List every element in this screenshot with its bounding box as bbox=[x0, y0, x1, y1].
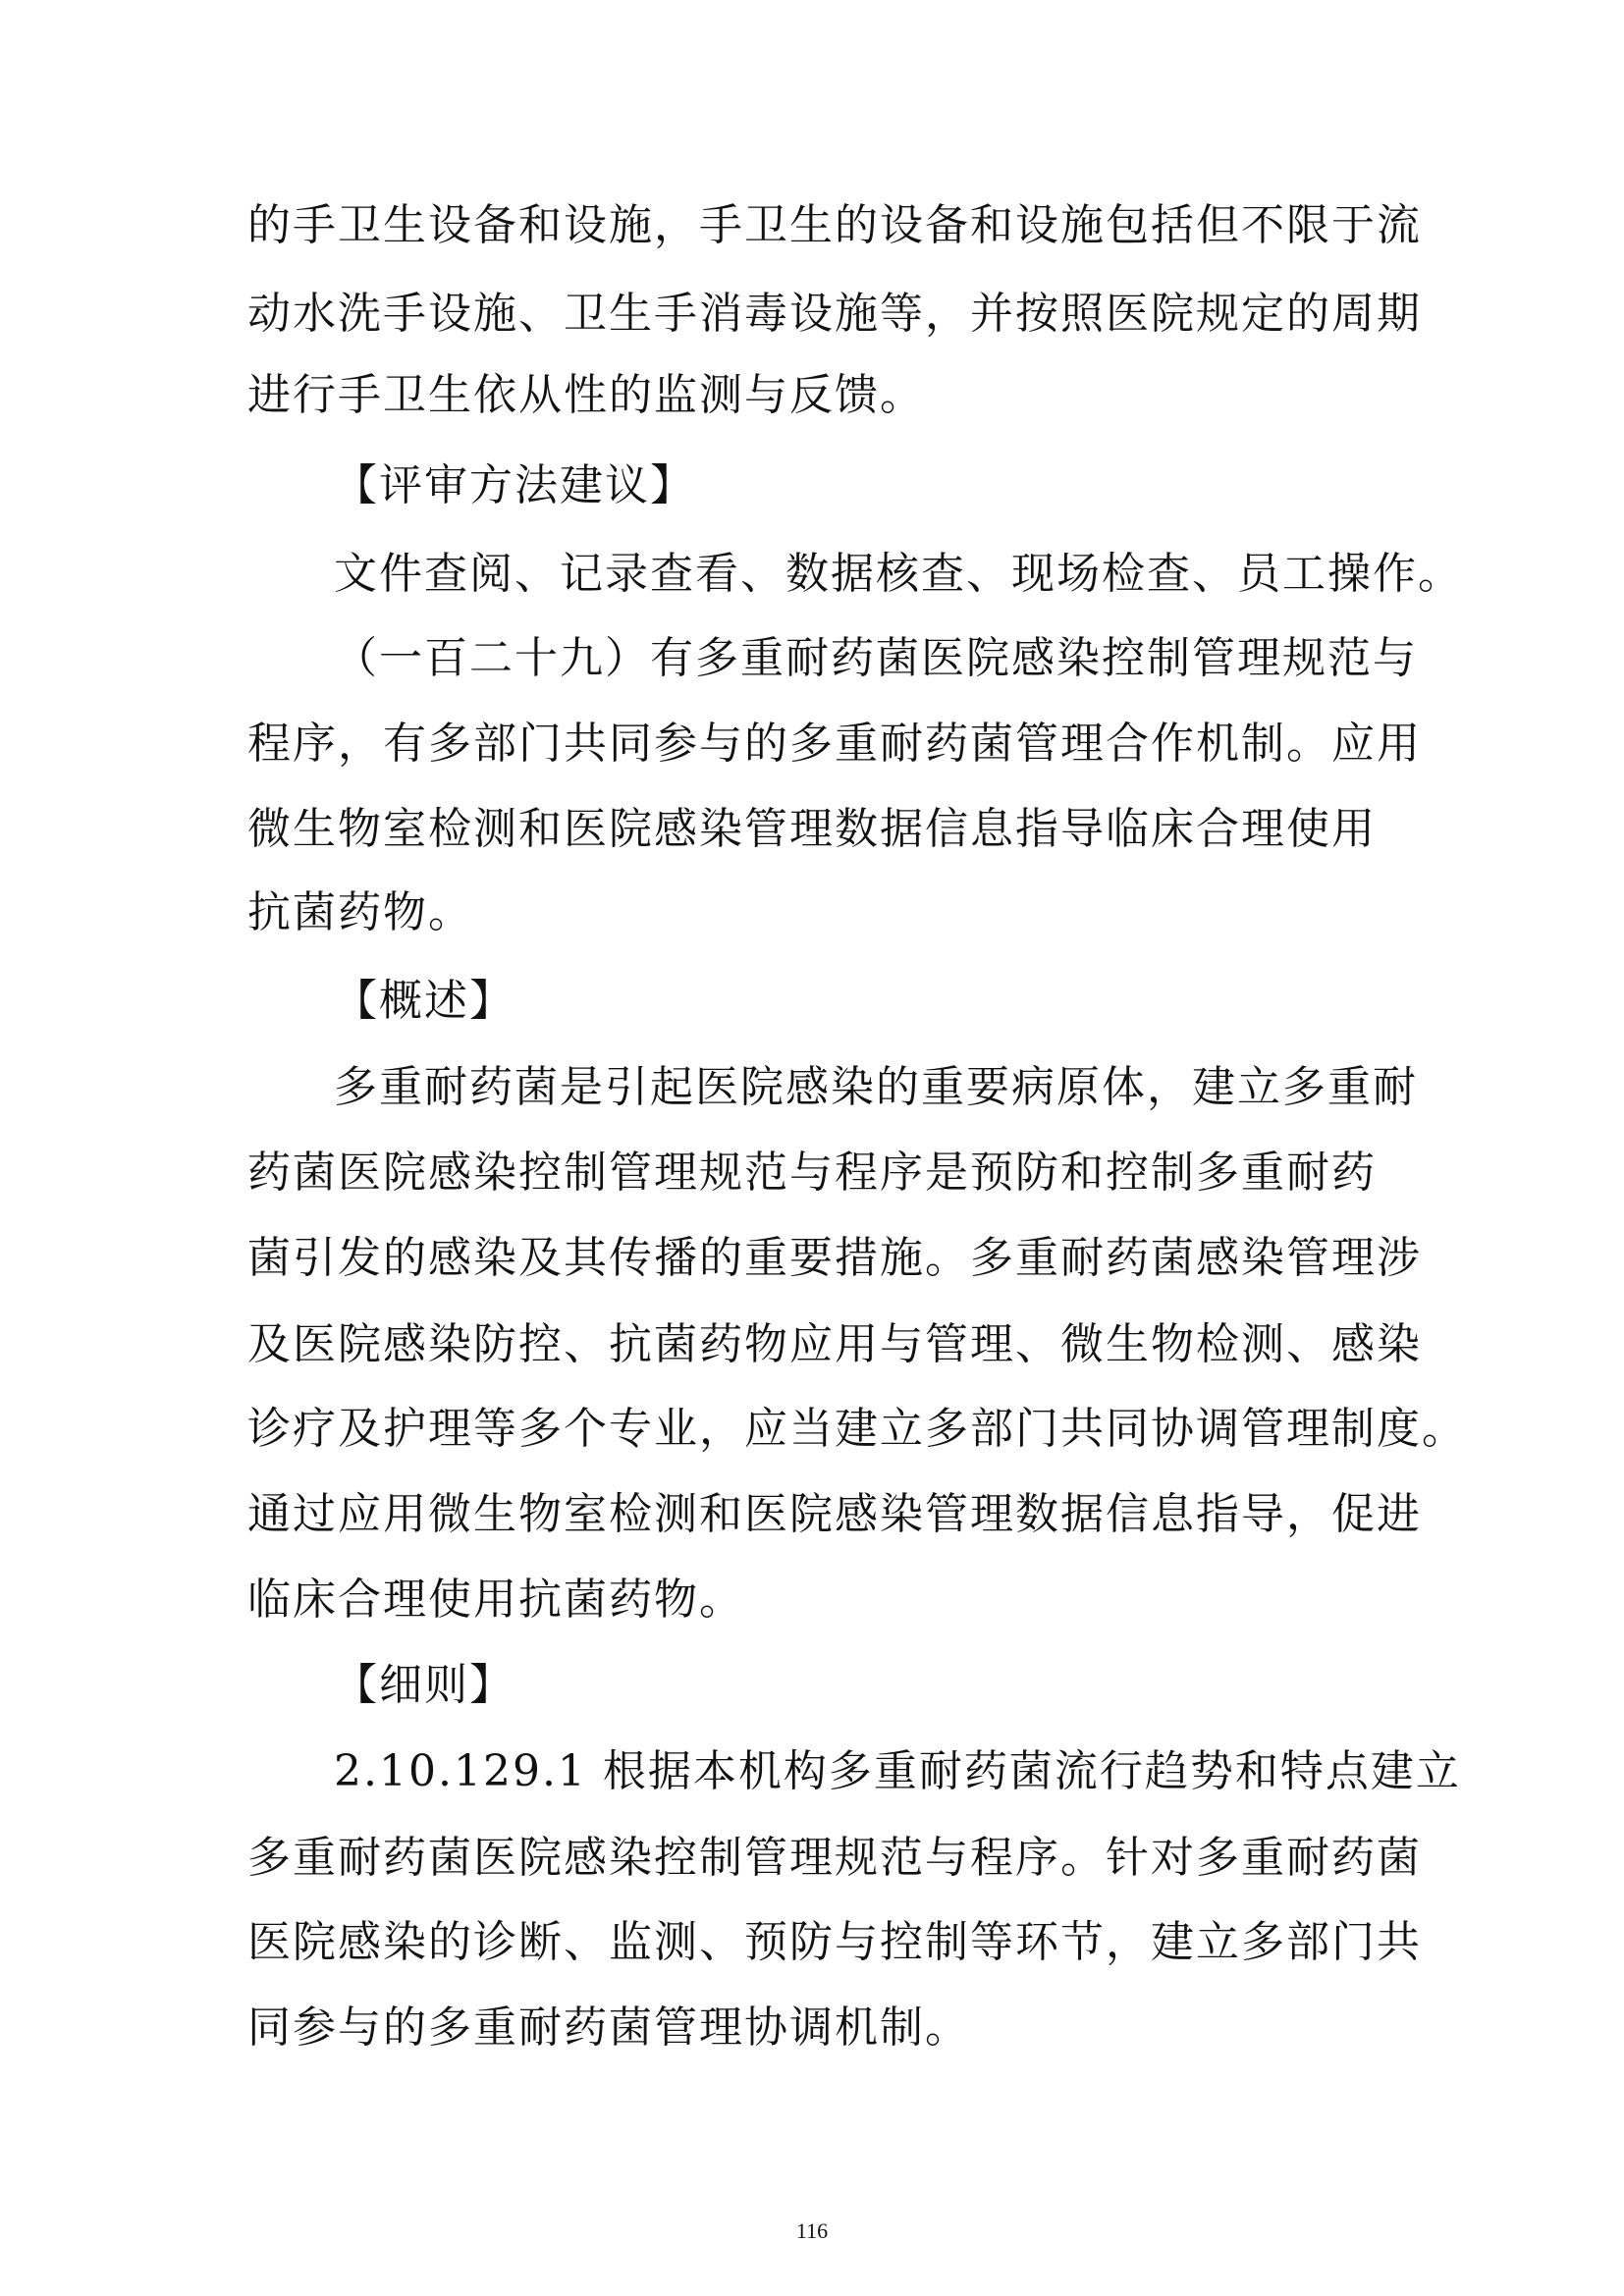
paragraph-line: 菌引发的感染及其传播的重要措施。多重耐药菌感染管理涉 bbox=[247, 1233, 1422, 1283]
paragraph-line: 及医院感染防控、抗菌药物应用与管理、微生物检测、感染 bbox=[247, 1319, 1422, 1369]
paragraph-line: 抗菌药物。 bbox=[247, 887, 473, 937]
paragraph-line: （一百二十九）有多重耐药菌医院感染控制管理规范与 bbox=[334, 633, 1418, 683]
paragraph-line: 文件查阅、记录查看、数据核查、现场检查、员工操作。 bbox=[334, 549, 1463, 599]
paragraph-line: 多重耐药菌是引起医院感染的重要病原体，建立多重耐 bbox=[334, 1062, 1418, 1112]
paragraph-line: 医院感染的诊断、监测、预防与控制等环节，建立多部门共 bbox=[247, 1917, 1422, 1967]
paragraph-line: 同参与的多重耐药菌管理协调机制。 bbox=[247, 2002, 970, 2053]
paragraph-line: 药菌医院感染控制管理规范与程序是预防和控制多重耐药 bbox=[247, 1148, 1377, 1198]
paragraph-line: 临床合理使用抗菌药物。 bbox=[247, 1575, 744, 1625]
paragraph-line: 2.10.129.1 根据本机构多重耐药菌流行趋势和特点建立 bbox=[334, 1746, 1461, 1796]
paragraph-line: 的手卫生设备和设施，手卫生的设备和设施包括但不限于流 bbox=[247, 200, 1422, 250]
paragraph-line: 诊疗及护理等多个专业，应当建立多部门共同协调管理制度。 bbox=[247, 1404, 1467, 1454]
paragraph-line: 多重耐药菌医院感染控制管理规范与程序。针对多重耐药菌 bbox=[247, 1833, 1422, 1883]
paragraph-line: 程序，有多部门共同参与的多重耐药菌管理合作机制。应用 bbox=[247, 719, 1422, 769]
page-number: 116 bbox=[795, 2218, 829, 2243]
section-heading-details: 【细则】 bbox=[334, 1660, 514, 1710]
paragraph-line: 通过应用微生物室检测和医院感染管理数据信息指导，促进 bbox=[247, 1489, 1422, 1539]
paragraph-line: 微生物室检测和医院感染管理数据信息指导临床合理使用 bbox=[247, 804, 1377, 854]
paragraph-line: 动水洗手设施、卫生手消毒设施等，并按照医院规定的周期 bbox=[247, 289, 1422, 339]
section-heading-overview: 【概述】 bbox=[334, 976, 514, 1026]
section-heading-review-methods: 【评审方法建议】 bbox=[334, 460, 695, 510]
paragraph-line: 进行手卫生依从性的监测与反馈。 bbox=[247, 370, 925, 420]
